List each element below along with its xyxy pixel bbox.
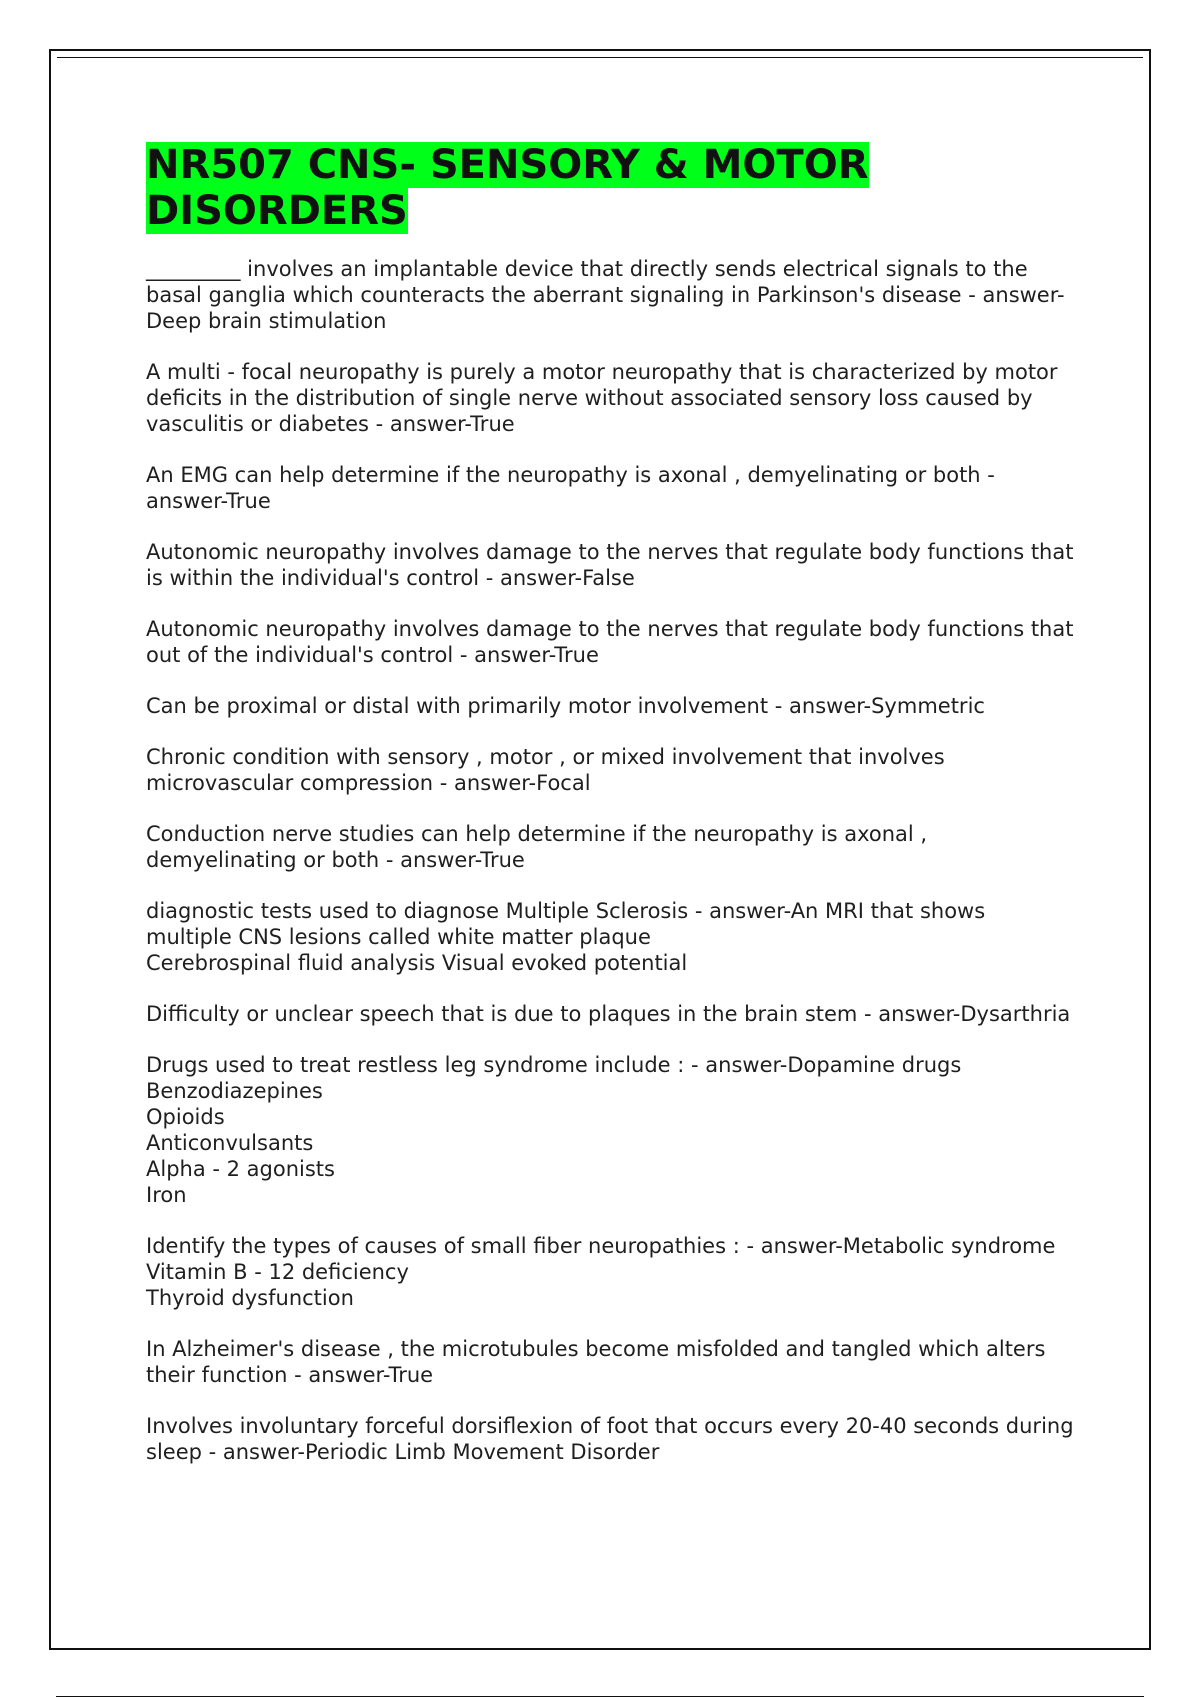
qa-entry: Identify the types of causes of small fiber neuropathies : - answer-Metabolic syndrome Vitamin B - 12 deficiency Thyroid dysfunction	[146, 1234, 1056, 1310]
qa-entry: Autonomic neuropathy involves damage to the nerves that regulate body functions that is within the individual's control - answer-False	[146, 540, 1074, 590]
qa-entry: Can be proximal or distal with primarily motor involvement - answer-Symmetric	[146, 694, 985, 718]
qa-entry: Involves involuntary forceful dorsiflexion of foot that occurs every 20-40 seconds during sleep - answer-Periodic Limb Movement Disorder	[146, 1414, 1074, 1464]
next-page-rule	[56, 1696, 1144, 1697]
qa-entry: Drugs used to treat restless leg syndrome include : - answer-Dopamine drugs Benzodiazepines Opioids Anticonvulsants Alpha - 2 agonists Iron	[146, 1053, 962, 1207]
qa-entry: Autonomic neuropathy involves damage to the nerves that regulate body functions that out of the individual's control - answer-True	[146, 617, 1074, 667]
qa-entry: Difficulty or unclear speech that is due to plaques in the brain stem - answer-Dysarthria	[146, 1002, 1071, 1026]
qa-entry: In Alzheimer's disease , the microtubules become misfolded and tangled which alters their function - answer-True	[146, 1337, 1046, 1387]
title-highlight: NR507 CNS- SENSORY & MOTOR DISORDERS	[146, 142, 869, 234]
document-title	[146, 142, 1076, 234]
top-rule	[57, 57, 1143, 58]
qa-entry: An EMG can help determine if the neuropathy is axonal , demyelinating or both - answer-True	[146, 463, 995, 513]
qa-entry: diagnostic tests used to diagnose Multiple Sclerosis - answer-An MRI that shows multiple CNS lesions called white matter plaque Cerebrospinal fluid analysis Visual evoked potential	[146, 899, 986, 975]
qa-entry: A multi - focal neuropathy is purely a motor neuropathy that is characterized by motor deficits in the distribution of single nerve without associated sensory loss caused by vasculitis or diabetes - answer-True	[146, 360, 1058, 436]
qa-entry: Conduction nerve studies can help determine if the neuropathy is axonal , demyelinating or both - answer-True	[146, 822, 928, 872]
qa-entry: _________ involves an implantable device that directly sends electrical signals to the basal ganglia which counteracts the aberrant signaling in Parkinson's disease - answer-Deep brain stimulation	[146, 257, 1065, 333]
document-body	[146, 142, 1076, 1490]
qa-entry: Chronic condition with sensory , motor , or mixed involvement that involves microvascular compression - answer-Focal	[146, 745, 945, 795]
